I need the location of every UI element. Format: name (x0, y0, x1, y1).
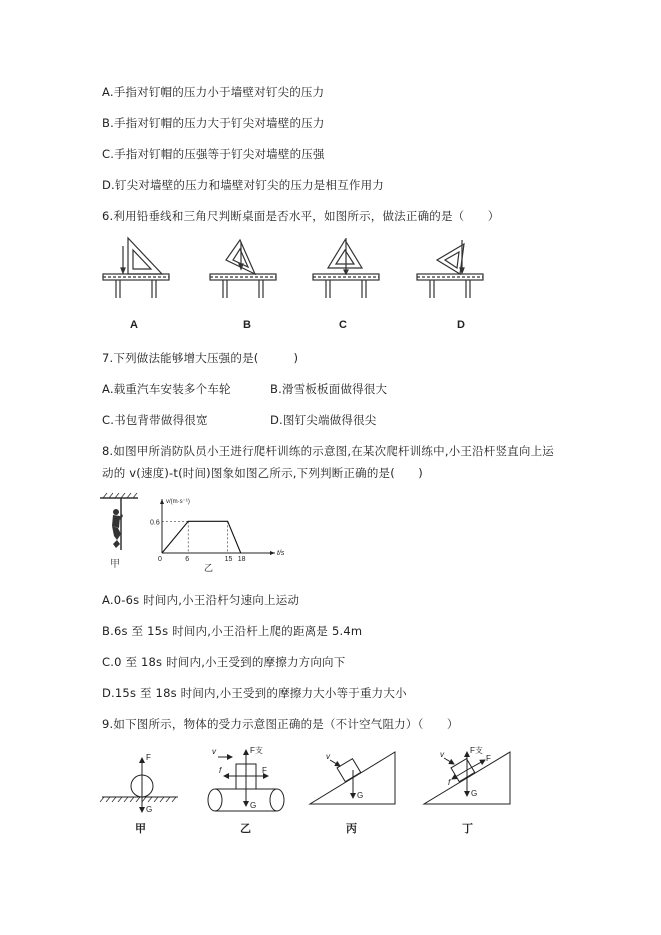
q8-label-jia: 甲 (110, 559, 120, 570)
q9-label-ding: 丁 (462, 823, 473, 835)
y-axis-label: v/(m·s⁻¹) (166, 499, 190, 505)
q8-label-yi: 乙 (204, 563, 214, 573)
q9-yi-g: G (250, 801, 257, 810)
q8-option-a: A.0-6s 时间内,小王沿杆匀速向上运动 (102, 593, 300, 607)
q9-jia-g: G (146, 805, 153, 814)
q9-stem: 9.如下图所示，物体的受力示意图正确的是（不计空气阻力）（ ） (102, 717, 459, 731)
origin-label: 0 (158, 556, 162, 563)
q7-stem: 7.下列做法能够增大压强的是( ) (102, 351, 299, 365)
q5-option-b: B.手指对钉帽的压力大于钉尖对墙壁的压力 (102, 116, 325, 130)
q6-table-a (103, 238, 169, 298)
q9-fig-yi (208, 750, 284, 811)
q9-yi-v: v (212, 747, 216, 756)
q9-yi-F: F (262, 766, 267, 775)
q6-label-a: A (130, 319, 138, 331)
q9-jia-f: F (146, 753, 151, 762)
q7-option-c: C.书包背带做得很宽 (102, 413, 208, 427)
q7-option-d: D.图钉尖端做得很尖 (270, 413, 377, 427)
q8-vt-chart (150, 490, 290, 575)
q5-option-c: C.手指对钉帽的压强等于钉尖对墙壁的压强 (102, 147, 325, 161)
q8-stem-line1: 8.如图甲所消防队员小王进行爬杆训练的示意图,在某次爬杆训练中,小王沿杆竖直向上运 (102, 444, 554, 458)
q9-label-bing: 丙 (346, 823, 357, 835)
q6-table-d (417, 240, 483, 298)
x-tick-6: 6 (185, 556, 190, 563)
q6-label-d: D (457, 319, 465, 331)
q9-fig-jia (100, 758, 178, 812)
q9-fig-ding (424, 752, 510, 804)
q9-bing-g: G (357, 791, 364, 800)
q9-ding-f: f (448, 778, 451, 787)
x-tick-15: 15 (224, 556, 233, 563)
q6-stem: 6.利用铅垂线和三角尺判断桌面是否水平，如图所示，做法正确的是（ ） (102, 209, 500, 223)
q8-option-b: B.6s 至 15s 时间内,小王沿杆上爬的距离是 5.4m (102, 624, 363, 638)
q8-stem-line2: 动的 v(速度)-t(时间)图象如图乙所示,下列判断正确的是( ) (102, 466, 423, 480)
q9-ding-g: G (471, 789, 478, 798)
q9-ding-fn: F支 (470, 746, 483, 755)
vt-series-line (162, 521, 241, 553)
q6-table-c (313, 238, 379, 298)
y-axis-arrow (160, 499, 164, 504)
q9-yi-f: f (219, 766, 222, 775)
q9-bing-v: v (326, 752, 330, 761)
q8-option-d: D.15s 至 18s 时间内,小王受到的摩擦力大小等于重力大小 (102, 686, 407, 700)
x-tick-18: 18 (237, 556, 246, 563)
q6-label-c: C (339, 319, 347, 331)
q8-option-c: C.0 至 18s 时间内,小王受到的摩擦力方向向下 (102, 655, 346, 669)
q6-label-b: B (243, 319, 251, 331)
q9-ding-F: F (486, 754, 491, 763)
q9-label-jia: 甲 (135, 823, 146, 835)
q9-label-yi: 乙 (240, 823, 251, 835)
q9-figure (0, 740, 661, 840)
q9-yi-fn: F支 (250, 746, 263, 755)
q7-option-a: A.载重汽车安装多个车轮 (102, 382, 231, 396)
x-axis-label: t/s (277, 550, 285, 557)
y-tick-0.6: 0.6 (150, 519, 160, 527)
q5-option-a: A.手指对钉帽的压力小于墙壁对钉尖的压力 (102, 85, 325, 99)
q9-fig-bing (310, 752, 395, 804)
q8-climber-figure (98, 492, 158, 572)
x-axis-arrow (270, 551, 275, 555)
q7-option-b: B.滑雪板板面做得很大 (270, 382, 388, 396)
q6-figure (0, 230, 661, 310)
q9-ding-v: v (440, 750, 444, 759)
q5-option-d: D.钉尖对墙壁的压力和墙壁对钉尖的压力是相互作用力 (102, 178, 385, 192)
q6-table-b (210, 240, 276, 298)
